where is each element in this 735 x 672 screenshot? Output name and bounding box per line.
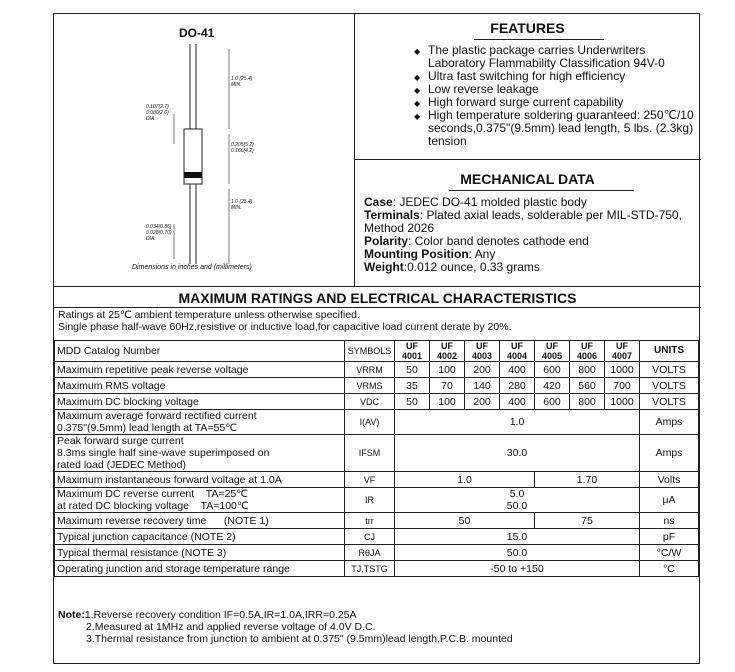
ratings-line2: Single phase half-wave 60Hz,resistive or inductive load,for capacitive load current derate by 20%. [58,321,512,333]
mechanical-title: MECHANICAL DATA [460,171,595,187]
package-name: DO-41 [179,26,215,40]
feature-item: ◆ The plastic package carries Underwriters Laboratory Flammability Classification 94V-0 [414,44,699,70]
dim-lead-top: 1.0 (25.4) MIN. [231,76,253,88]
dim-body-len: 0.205(5.2) 0.166(4.2) [231,142,254,154]
table-row: Operating junction and storage temperature range TJ,TSTG -50 to +150 °C [55,561,699,577]
ratings-line1: Ratings at 25℃ ambient temperature unless otherwise specified. [58,309,360,321]
feature-item: ◆ High temperature soldering guaranteed: 250℃/10 seconds,0.375"(9.5mm) lead length, 5 lbs. (2.3kg) tension [414,109,699,148]
table-row: Maximum average forward rectified current 0.375"(9.5mm) lead length at TA=55℃ I(AV) 1.0 Amps [55,410,699,435]
table-row: Maximum DC blocking voltage VDC 50 100 200 400 600 800 1000 VOLTS [55,394,699,410]
dim-body-dia: 0.107(2.7) 0.080(2.0) DIA. [146,104,169,122]
table-row: Typical thermal resistance (NOTE 3) RθJA 50.0 °C/W [55,545,699,561]
table-row: Typical junction capacitance (NOTE 2) CJ 15.0 pF [55,529,699,545]
dim-lead-dia: 0.034(0.86) 0.028(0.70) DIA. [146,224,172,242]
table-row: Maximum repetitive peak reverse voltage VRRM 50 100 200 400 600 800 1000 VOLTS [55,362,699,378]
table-row: Maximum reverse recovery time (NOTE 1) trr 50 75 ns [55,513,699,529]
table-row: Maximum instantaneous forward voltage at 1.0A VF 1.0 1.70 Volts [55,472,699,488]
table-row: Maximum RMS voltage VRMS 35 70 140 280 420 560 700 VOLTS [55,378,699,394]
features-list [414,44,699,148]
dim-lead-bot: 1.0 (25.4) MIN. [231,199,253,211]
table-row: Maximum DC reverse current TA=25℃ at rated DC blocking voltage TA=100℃ IR 5.0 50.0 μA [55,488,699,513]
feature-item: ◆ High forward surge current capability [414,96,699,109]
ratings-title: MAXIMUM RATINGS AND ELECTRICAL CHARACTERISTICS [178,290,577,306]
dim-caption: Dimensions in inches and (millimeters) [132,264,252,271]
datasheet [53,13,700,664]
feature-item: ◆ Ultra fast switching for high efficiency [414,70,699,83]
notes: Note:1.Reverse recovery condition IF=0.5A,IR=1.0A,IRR=0.25A 2.Measured at 1MHz and applied reverse voltage of 4.0V D.C. 3.Thermal resistance from junction to ambient at 0.375" (9.5mm)lead length,P.C.B. mounted [58,609,513,645]
table-header: MDD Catalog Number SYMBOLS UF 4001 UF 4002 UF 4003 UF 4004 UF 4005 UF 4006 UF 4007 UNITS [55,341,699,362]
table-row: Peak forward surge current 8.3ms single half sine-wave superimposed on rated load (JEDEC Method) IFSM 30.0 Amps [55,435,699,472]
ratings-table [54,340,699,577]
mechanical-data: Case: JEDEC DO-41 molded plastic body Terminals: Plated axial leads, solderable per MIL-STD-750, Method 2026 Polarity: Color band denotes cathode end Mounting Position: Any Weight:0.012 ounce, 0.33 grams [364,195,682,274]
feature-item: ◆ Low reverse leakage [414,83,699,96]
features-title: FEATURES [490,20,565,36]
